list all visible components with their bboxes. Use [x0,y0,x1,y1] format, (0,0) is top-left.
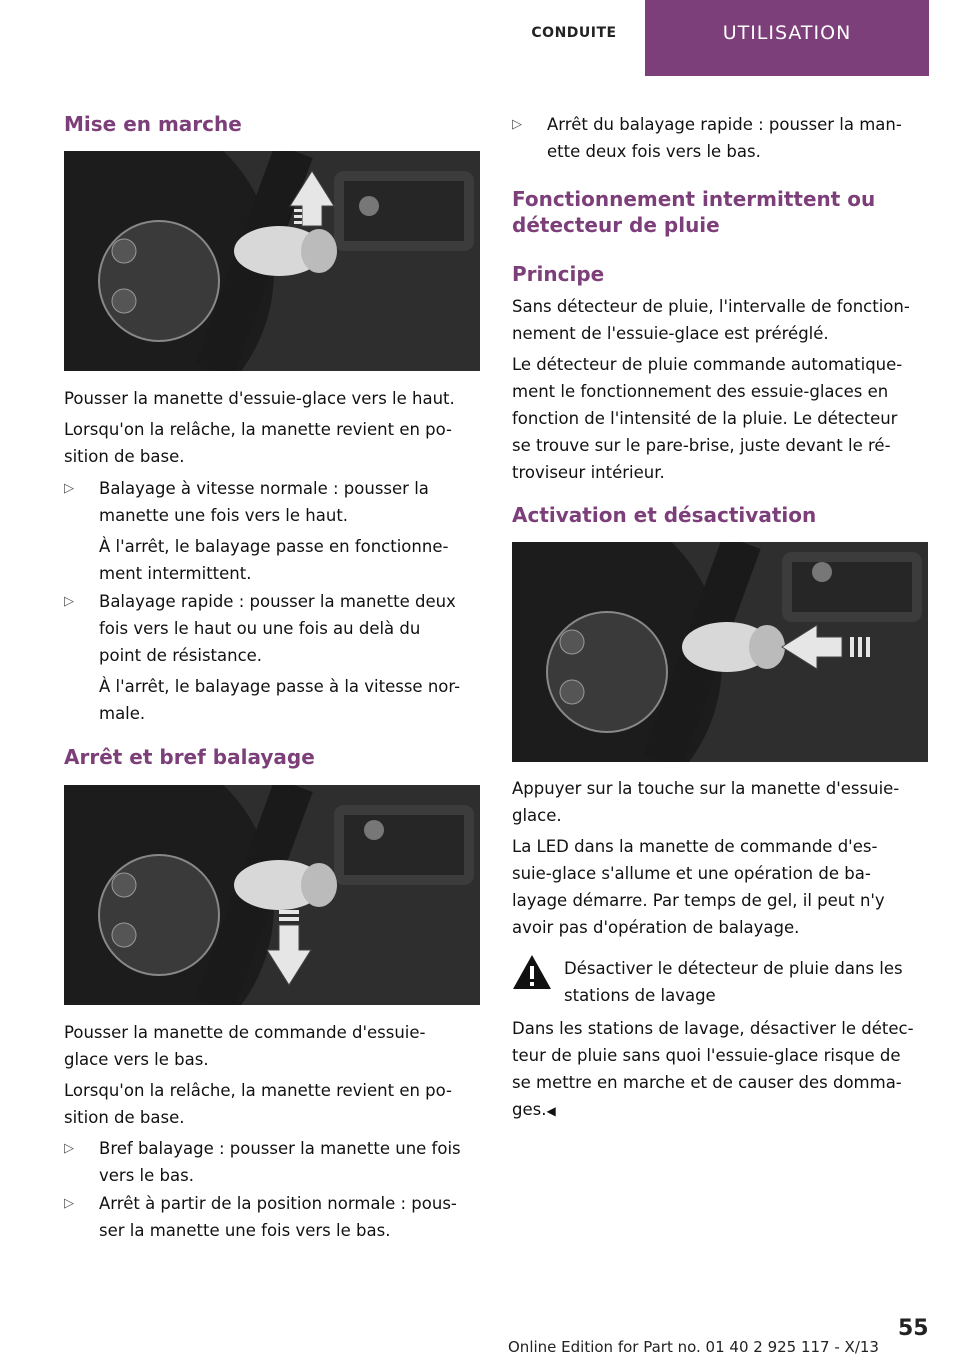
paragraph: Lorsqu'on la relâche, la manette revient en po- [64,1081,453,1100]
paragraph: se trouve sur le pare-brise, juste devant le ré- [512,436,891,455]
list-item-text: ser la manette une fois vers le bas. [99,1221,391,1240]
bullet-triangle-icon: ▷ [64,1141,74,1156]
list-item-text: À l'arrêt, le balayage passe à la vitesse nor- [99,677,461,696]
paragraph: sition de base. [64,1108,185,1127]
photo-wiper-stalk-button [512,542,928,762]
page-header [0,0,960,76]
paragraph: se mettre en marche et de causer des domma- [512,1073,902,1092]
list-item-text: À l'arrêt, le balayage passe en fonctionne- [99,537,449,556]
paragraph: sition de base. [64,447,185,466]
paragraph: Dans les stations de lavage, désactiver le détec- [512,1019,914,1038]
paragraph: Pousser la manette d'essuie-glace vers le haut. [64,389,455,408]
paragraph: avoir pas d'opération de balayage. [512,918,800,937]
heading-principe: Principe [512,262,605,286]
paragraph: Pousser la manette de commande d'essuie- [64,1023,426,1042]
paragraph: Sans détecteur de pluie, l'intervalle de fonction- [512,297,910,316]
photo-wiper-stalk-down [64,785,480,1005]
heading-fonctionnement-line2: détecteur de pluie [512,213,720,237]
list-item-text: fois vers le haut ou une fois au delà du [99,619,421,638]
warning-icon [512,953,552,991]
bullet-triangle-icon: ▷ [64,594,74,609]
paragraph: fonction de l'intensité de la pluie. Le détecteur [512,409,898,428]
photo-wiper-stalk-up [64,151,480,371]
list-item-text: Arrêt du balayage rapide : pousser la man- [547,115,902,134]
list-item-text: point de résistance. [99,646,263,665]
bullet-triangle-icon: ▷ [64,1196,74,1211]
paragraph: ment le fonctionnement des essuie-glaces en [512,382,889,401]
heading-arret-bref-balayage: Arrêt et bref balayage [64,745,315,769]
paragraph: Appuyer sur la touche sur la manette d'essuie- [512,779,900,798]
list-item-text: Balayage rapide : pousser la manette deux [99,592,456,611]
warning-title: stations de lavage [564,986,716,1005]
section-tab-conduite: CONDUITE [531,25,617,41]
paragraph [512,1096,928,1125]
section-tab-utilisation-label: UTILISATION [722,22,852,44]
list-item-text: ment intermittent. [99,564,252,583]
heading-activation: Activation et désactivation [512,503,817,527]
list-item-text: male. [99,704,146,723]
paragraph: Le détecteur de pluie commande automatique- [512,355,903,374]
warning-title: Désactiver le détecteur de pluie dans les [564,959,903,978]
list-item-text: Arrêt à partir de la position normale : pous- [99,1194,457,1213]
paragraph: nement de l'essuie-glace est préréglé. [512,324,829,343]
bullet-triangle-icon: ▷ [512,117,522,132]
paragraph: suie-glace s'allume et une opération de ba- [512,864,871,883]
paragraph-end: ges. [512,1100,547,1119]
page-number: 55 [898,1316,929,1341]
paragraph: glace. [512,806,562,825]
paragraph: La LED dans la manette de commande d'es- [512,837,878,856]
bullet-triangle-icon: ▷ [64,481,74,496]
list-item-text: ette deux fois vers le bas. [547,142,761,161]
paragraph: Lorsqu'on la relâche, la manette revient en po- [64,420,453,439]
end-mark-icon: ◀ [546,1104,556,1118]
list-item-text: Bref balayage : pousser la manette une fois [99,1139,461,1158]
paragraph: troviseur intérieur. [512,463,665,482]
list-item-text: vers le bas. [99,1166,194,1185]
heading-fonctionnement: Fonctionnement intermittent ou [512,187,876,211]
heading-mise-en-marche: Mise en marche [64,112,242,136]
list-item-text: manette une fois vers le haut. [99,506,349,525]
paragraph: glace vers le bas. [64,1050,209,1069]
section-tab-utilisation [645,0,929,76]
paragraph: teur de pluie sans quoi l'essuie-glace risque de [512,1046,901,1065]
paragraph: layage démarre. Par temps de gel, il peut n'y [512,891,885,910]
footer-edition: Online Edition for Part no. 01 40 2 925 117 - X/13 [508,1338,879,1356]
list-item-text: Balayage à vitesse normale : pousser la [99,479,429,498]
